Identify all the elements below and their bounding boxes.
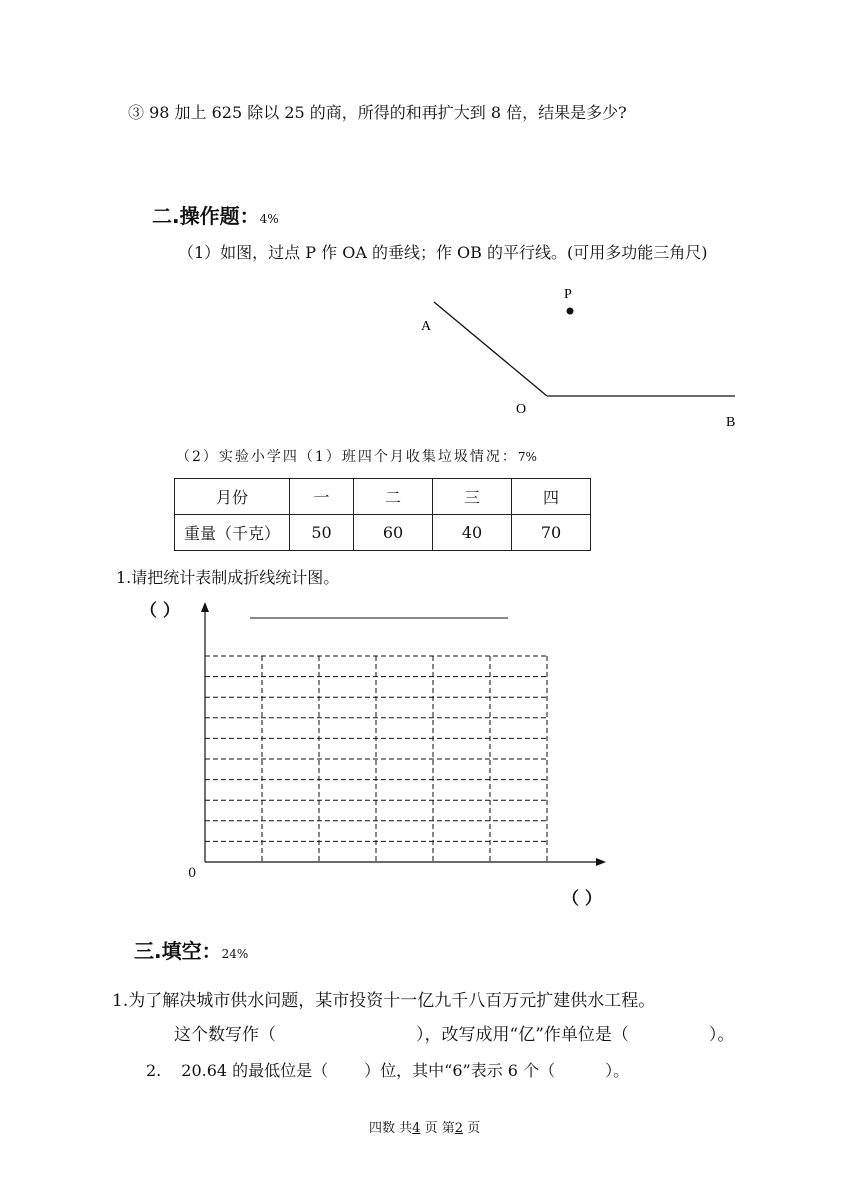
label-b: B (726, 415, 736, 430)
origin-label: 0 (188, 866, 197, 881)
table-cell: 重量（千克） (175, 515, 290, 551)
fill-2-number: 2. (146, 1061, 162, 1080)
table-header-cell: 四 (512, 479, 591, 515)
table-cell: 40 (433, 515, 512, 551)
fill-2-middle: ）位，其中“6”表示 6 个（ (364, 1061, 556, 1080)
point-p (567, 308, 574, 315)
chart-grid (205, 656, 547, 862)
footer-total-unit: 页 (424, 1121, 438, 1136)
section-3-heading (134, 935, 248, 964)
table-cell: 50 (290, 515, 354, 551)
footer-current-unit: 页 (467, 1121, 481, 1136)
task-2-text (176, 446, 537, 466)
table-row (175, 515, 591, 551)
x-axis-arrow (596, 858, 606, 866)
label-p: P (564, 287, 572, 302)
footer-current-prefix: 第 (441, 1121, 455, 1136)
fill-question-1-blanks (174, 1020, 734, 1045)
fill-2-prefix: 20.64 的最低位是（ (181, 1061, 329, 1080)
footer-total-prefix: 共 (399, 1121, 413, 1136)
section-3-title: 三.填空： (134, 939, 222, 963)
fill-1-suffix: ）。 (708, 1025, 735, 1045)
fill-1-prefix: 这个数写作（ (174, 1025, 276, 1045)
task-2-score: 7% (517, 450, 537, 464)
fill-question-1: 1.为了解决城市供水问题，某市投资十一亿九千八百万元扩建供水工程。 (112, 991, 656, 1011)
chart-task-text: 1.请把统计表制成折线统计图。 (116, 568, 340, 587)
label-a: A (421, 319, 432, 334)
task-2-label: （2）实验小学四（1）班四个月收集垃圾情况： (176, 449, 518, 465)
table-row (175, 479, 591, 515)
footer-subject: 四数 (369, 1121, 396, 1136)
section-2-score: 4% (259, 212, 279, 226)
blank-line-chart (0, 590, 860, 880)
fill-1-middle: ），改写成用“亿”作单位是（ (416, 1025, 629, 1045)
ray-oa (434, 302, 547, 396)
fill-question-2 (146, 1058, 629, 1081)
page-footer (369, 1117, 480, 1136)
section-3-score: 24% (221, 947, 249, 961)
task-1-text: （1）如图，过点 P 作 OA 的垂线；作 OB 的平行线。(可用多功能三角尺) (178, 243, 708, 262)
fill-2-suffix: ）。 (605, 1061, 630, 1080)
table-header-cell: 一 (290, 479, 354, 515)
section-2-title: 二.操作题： (152, 204, 260, 228)
table-header-cell: 三 (433, 479, 512, 515)
x-unit-blank: （ ） (562, 889, 602, 909)
y-axis-arrow (201, 602, 209, 612)
garbage-table (174, 478, 591, 551)
table-header-cell: 月份 (175, 479, 290, 515)
table-header-cell: 二 (354, 479, 433, 515)
question-3: ③ 98 加上 625 除以 25 的商，所得的和再扩大到 8 倍，结果是多少? (128, 103, 627, 122)
footer-total: 4 (412, 1121, 421, 1136)
table-cell: 70 (512, 515, 591, 551)
table-cell: 60 (354, 515, 433, 551)
angle-figure (0, 0, 860, 440)
y-unit-blank: （ ） (140, 601, 180, 621)
label-o: O (516, 402, 527, 417)
footer-current: 2 (454, 1121, 464, 1136)
